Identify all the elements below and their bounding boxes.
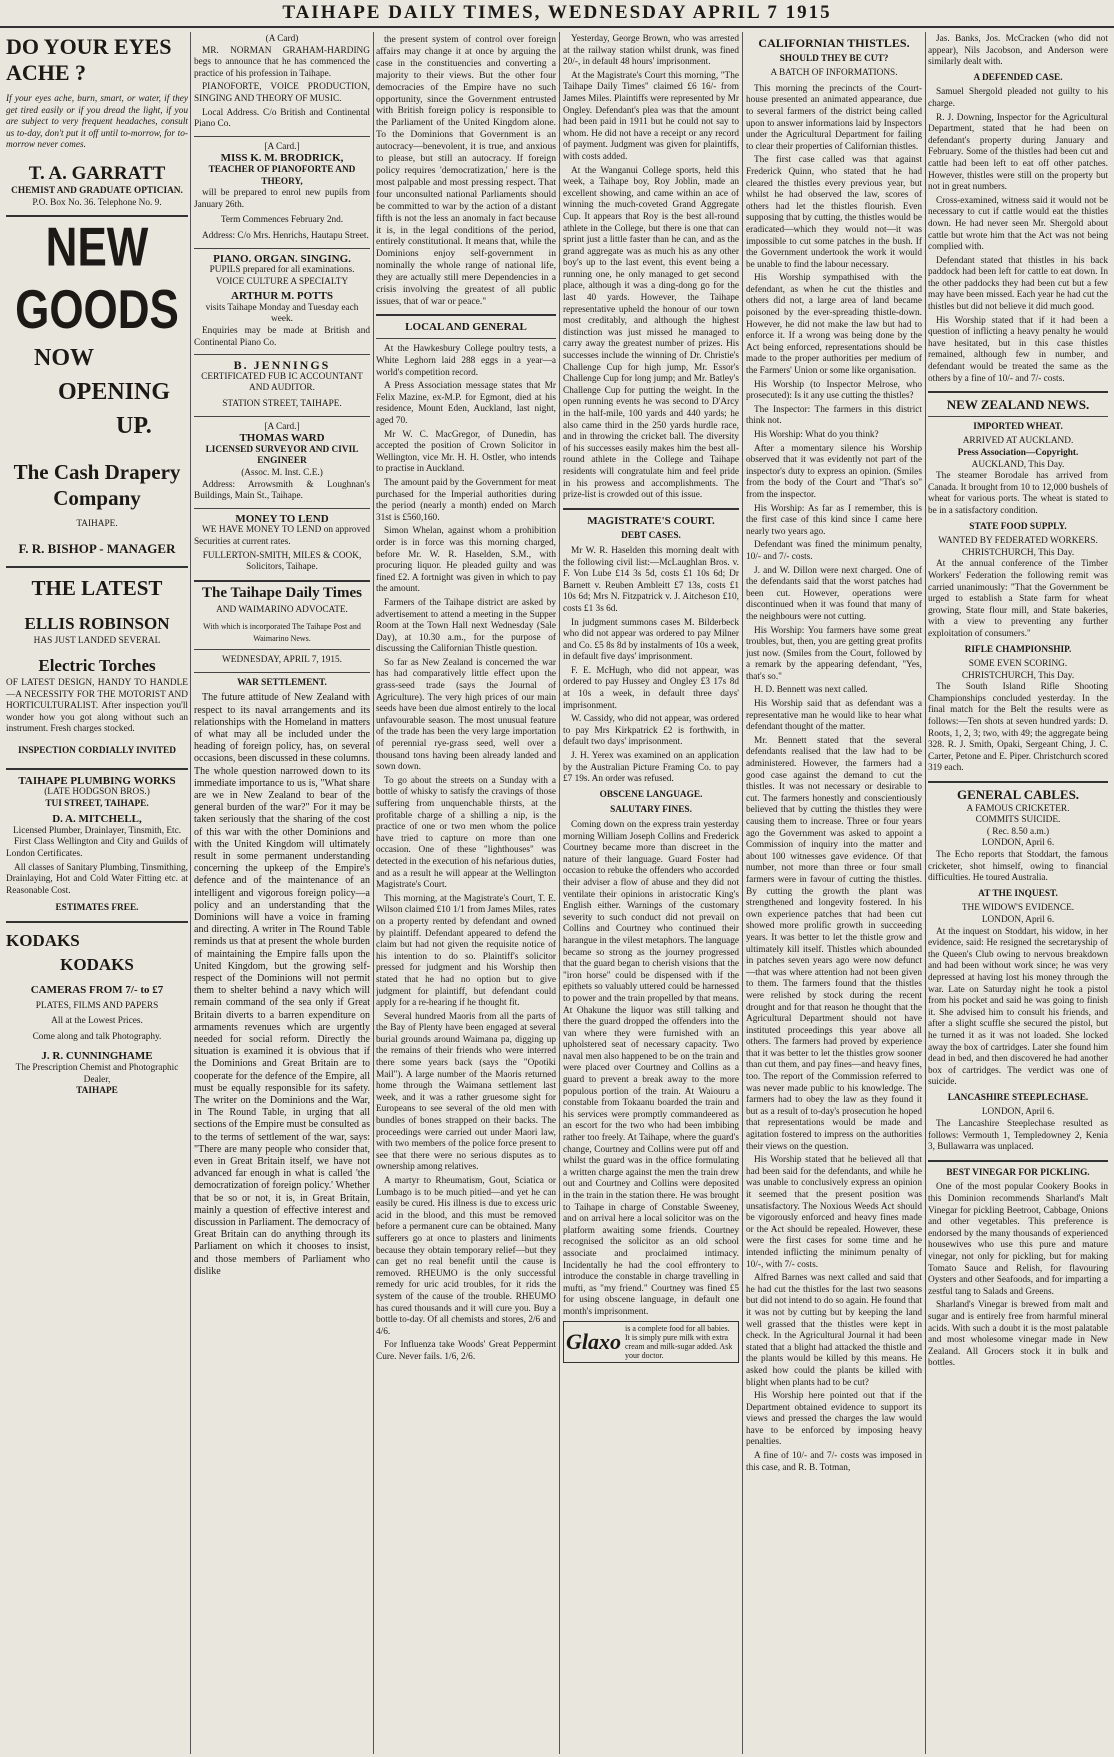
plumbing-street: TUI STREET, TAIHAPE. <box>45 798 149 809</box>
masthead: TAIHAPE DAILY TIMES, WEDNESDAY APRIL 7 1915 <box>0 0 1114 28</box>
thistle-para: His Worship stated that he believed all that had been said for the defendants, and while he was unable to conclusively express an opinion it seemed that the present position was unsatisfactory. The Noxious Weeds Act should be vigorously enforced and heavy fines made or the Act should be repealed. However, these were the first cases for some time and he intended inflicting the minimum penalty of 10/-, with 7/- costs. <box>746 1155 922 1270</box>
jennings-sub: CERTIFICATED FUB IC ACCOUNTANT AND AUDITOR. <box>201 371 363 394</box>
column-rule <box>373 32 374 1754</box>
local-item: The amount paid by the Government for meat purchased for the Imperial authorities during the period (nearly a month) ended on March 31st is £560,160. <box>376 477 556 523</box>
ellis-sub: HAS JUST LANDED SEVERAL <box>33 636 161 647</box>
plates-line: PLATES, FILMS AND PAPERS <box>35 1000 159 1011</box>
debt-item: J. H. Yerex was examined on an application by the Australian Picture Framing Co. to pay £7 19s. An order was refused. <box>563 751 739 785</box>
mitchell-body: First Class Wellington and City and Guilds of London Certificates. <box>6 837 188 860</box>
glaxo-text: is a complete food for all babies. It is simply pure milk with extra cream and milk-sugar added. Ask your doctor. <box>625 1323 733 1360</box>
defended-case-heading: A DEFENDED CASE. <box>973 72 1063 83</box>
news-item: At the Wanganui College sports, held this week, a Taihape boy, Roy Joblin, made an excellent showing, and came within an ace of winning the much-coveted Grand Aggregate Cup. It appears that Roy is the best all-round athlete in the College, but there is one that can sprint just a little faster than he can, and as the grand aggregate was as much his as any other boy's up to the last event, this event being a running one, he only managed to get second place, although it was a ding-dong go for the last 40 yards. However, the Taihape representative upheld the honour of our town most creditably, and although the highest distinction was just missed he managed to carry away the greatest number of prizes. His successes include the winning of Dr. Christie's Challenge Cup for high jump, Mr. Essor's Challenge Cup for long jump; and Mr. Batley's Challenge Cup for putting the weight. In the open running events he was second to D'Arcy in the half-mile, 100 yards and 440 yards; he also came third in the 250 yards hurdle race, and in throwing the cricket ball. The diversity of his successes easily makes him the best all-round athlete in the College and Taihape residents will congratulate him and feel pride in his prowess and accomplishments. The prize-list is crowded out of this issue. <box>563 165 739 501</box>
dateline: LONDON, April 6. <box>981 838 1055 849</box>
new-goods-heading: NEW GOODS <box>15 216 179 341</box>
local-item: Simon Whelan, against whom a prohibition order is in force was this morning charged, before Mr. W. R. Haselden, S.M., with procuring liquor. He pleaded guilty and was fined £2. A fortnight was given in which to pay the amount. <box>376 526 556 595</box>
voice-line: VOICE CULTURE A SPECIALTY <box>215 276 349 287</box>
column-rule <box>190 32 191 1754</box>
thistle-para: Alfred Barnes was next called and said that he had cut the thistles for the last two seasons but did not intend to do so again. He found that it was not by cutting but by keeping the land well grassed that the thistles were kept in check. In the Agricultural Journal it had been stated that a blight had attacked the thistle and the plants would be killed by this means. He asked how could the plants be killed with blight when plants had to be cut? <box>746 1273 922 1388</box>
defended-para: His Worship stated that if it had been a question of inflicting a heavy penalty he would have hesitated, but in this case thistles remained, although few in number, and defendant would be treated the same as the others by a fine of 10/- and 7/- costs. <box>928 315 1108 384</box>
kodaks-heading-1: KODAKS <box>6 931 80 951</box>
rifle-body: The South Island Rifle Shooting Championships concluded yesterday. In the final match for the Belt the results were as follows:—Ten shots at seven hundred yards: D. Roots, 1, 2, 3; two, with 49; the aggregate being 328. R. J. Smith, Opaki, Sergeant Ching, J. C. Carter, Petone and E. Piper. Christchurch scored 319 each. <box>928 682 1108 774</box>
received-time: ( Rec. 8.50 a.m.) <box>986 826 1050 837</box>
thistle-continued: Jas. Banks, Jos. McCracken (who did not appear), Nils Jacobson, and Anderson were similarly dealt with. <box>928 34 1108 68</box>
card-label: [A Card.] <box>264 421 300 432</box>
debt-item: W. Cassidy, who did not appear, was ordered to pay Mrs Kirkpatrick £2 is forthwith, in default two days' imprisonment. <box>563 714 739 748</box>
local-general-heading: LOCAL AND GENERAL <box>405 320 527 333</box>
obscene-language-heading: OBSCENE LANGUAGE. <box>599 789 703 800</box>
brodrick-sub: TEACHER OF PIANOFORTE AND THEORY, <box>208 164 356 187</box>
glaxo-ad <box>563 1321 739 1363</box>
food-body: At the annual conference of the Timber Workers' Federation the following remit was carried unanimously: "That the Government be urged to establish a State farm for wheat growing, State flour mill, and State bakeries, with a view to preventing any further exploitation of consumers." <box>928 559 1108 639</box>
local-item: So far as New Zealand is concerned the war has had comparatively little effect upon the grass-seed trade (says the Journal of Agriculture). The very high prices of our main seeds have been due almost entirely to the local unfavourable season. The most unusual feature of the trade has been the very large importation of perennial rye-grass seed, well over a thousand tons having been already landed and sown down. <box>376 657 556 773</box>
local-item: At the Hawkesbury College poultry tests, a White Leghorn laid 288 eggs in a year—a world's competition record. <box>376 344 556 378</box>
brodrick-address: Address: C/o Mrs. Henrichs, Hautapu Street. <box>202 230 369 241</box>
defended-para: R. J. Downing, Inspector for the Agricultural Department, stated that he had been on defendant's property during January and February. Some of the thistles had been cut and cattle had been left to eat off other patches. However, thistles were still on the property but not in great numbers. <box>928 112 1108 193</box>
cameras-line: CAMERAS FROM 7/- to £7 <box>30 984 164 997</box>
money-body: WE HAVE MONEY TO LEND on approved Securities at current rates. <box>194 525 370 547</box>
fullerton-name: FULLERTON-SMITH, MILES & COOK, <box>202 550 362 561</box>
food-sub: WANTED BY FEDERATED WORKERS. <box>938 536 1098 547</box>
war-settlement-body: The future attitude of New Zealand with respect to its naval arrangements and its relationships with the Homeland in matters of what may all be included under the heading of foreign policy, has, on several occasions, been discussed in these columns. The whole question narrowed down to its immediate importance to us is, "What share are we in New Zealand to bear of the general burden of the war?" For it may be taken seriously that the sharing of the cost of this war with the other Dominions and with the United Kingdom will ultimately result in some permanent understanding concerning the upkeep of the Empire's defence and of the maintenance of an intelligent and vigorous foreign policy—a policy and an understanding that the Dominions will have a voice in framing and directing. A writer in The Round Table reminds us that at present the whole burden of maintaining the Empire falls upon the United Kingdom, but the growing self-respect of the Dominions will not permit them to shelter behind a navy which will remain command of the sea only if Great Britain diverts to a barren expenditure on armaments revenues which are urgently needed for social reform. Directly the situation is examined it is obvious that if the Dominions and Great Britain are to cooperate for the defence of the Empire, all must be equally responsible for its safety. The writer on the Dominions and the War, in The Round Table, in urging that all sections of the Empire must be consulted as to the terms of settlement of the war, says: "There are many people who consider that, even in Great Britain itself, we have not advanced far enough in what is called 'the democratization of foreign policy.' Whether that be so or not, it is, in Great Britain, mainly a question of effective interest and discussion in Parliament. The democracy of Great Britain can do anything through its Parliament on which it chooses to insist, and those members of Parliament who dislike <box>194 692 370 1277</box>
column-2 <box>194 34 370 1754</box>
photo-line: Come along and talk Photography. <box>32 1031 162 1042</box>
widow-heading: THE WIDOW'S EVIDENCE. <box>961 903 1075 914</box>
thistle-para: His Worship said that as defendant was a representative man he would like to hear what defendant thought of the matter. <box>746 699 922 733</box>
salutary-fines-heading: SALUTARY FINES. <box>610 805 692 816</box>
debt-item: Mr W. R. Haselden this morning dealt with the following civil list:—McLaughlan Bros. v. F. Von Lube £14 3s 5d, costs £1 10s 6d; Dr Barnett v. Reuben Ambleitt £7 13s, costs £1 10s 6d; Mrs N. Fitzpatrick v. J. Aitcheson £10, costs £1 3s 6d. <box>563 545 739 614</box>
local-item: Several hundred Maoris from all the parts of the Bay of Plenty have been engaged at several burial grounds around Waimana pa, digging up the remains of their friends who were interred there some years back (says the "Opotiki Mail"). A large number of the Maoris returned home through the Waimana settlement last week, and it was a rather gruesome sight for Europeans to see several of the old men with bundles of bones strapped on their backs. The proceedings were carried out under Maori law, with two members of the police force present to see that there were no serious disputes as to ownership among relatives. <box>376 1011 556 1173</box>
jennings-name: B. JENNINGS <box>233 358 331 373</box>
vinegar-heading: BEST VINEGAR FOR PICKLING. <box>946 1167 1090 1178</box>
garratt-sub: CHEMIST AND GRADUATE OPTICIAN. <box>11 185 183 196</box>
brodrick-body: will be prepared to enrol new pupils from January 26th. <box>194 188 370 210</box>
nz-news-heading: NEW ZEALAND NEWS. <box>946 397 1090 413</box>
thistle-heading: CALIFORNIAN THISTLES. <box>758 36 910 50</box>
rifle-heading: RIFLE CHAMPIONSHIP. <box>964 644 1072 655</box>
column-4 <box>563 34 739 1754</box>
up-text: UP. <box>116 413 152 440</box>
thistle-para: A fine of 10/- and 7/- costs was imposed in this case, and R. B. Totman, <box>746 1451 922 1473</box>
wheat-place: AUCKLAND, This Day. <box>971 459 1065 470</box>
wheat-sub: ARRIVED AT AUCKLAND. <box>962 436 1074 447</box>
torches-heading: Electric Torches <box>38 655 156 675</box>
money-heading: MONEY TO LEND <box>235 512 329 525</box>
thistle-subheading: SHOULD THEY BE CUT? <box>779 53 889 64</box>
mitchell-name: D. A. MITCHELL, <box>52 813 142 826</box>
brodrick-term: Term Commences February 2nd. <box>220 215 344 226</box>
ellis-robinson: ELLIS ROBINSON <box>24 614 170 634</box>
obscene-body: Coming down on the express train yesterday morning William Joseph Collins and Frederick Courtney became more than discreet in the nature of their language. Guard Foster had occasion to rebuke the offenders who accorded their adviser a flow of abuse and they did not ventilate their opinions in aristocratic King's English either. Warnings of the customary severity to such conduct did not prevail on Collins and Courtney who continued their harangue in the vilest metaphors. The language became so strong as the journey progressed that the guard began to cherish visions that the "iron horse" could be dispensed with if the epithets so valuably uttered could be harnessed to power and the train propelled by that means. At Ohakune the liquor was still talking and there the guard dropped the offenders into the van where they were furnished with an upholstered seat of necessary capacity. Two naval men also happened to be on the train and were placed over Courtney and Collins as a guard to prevent a break away to the more populous portion of the train. At Waiouru a constable from Tokaanu boarded the train and his services were promptly commandeered as an escort for the two who had been imbibing rather too freely. At Taihape, where the guard's change, Courtney and Collins were put off and whilst the guard was in the office formulating a written charge against the men the train drew out and Courtney and Collins were deposited in the train in the station there. He was brought to Taihape in charge of Constable Sweeney, and on arrival here a local solicitor was on the platform awaiting some friends. Courtney recognised the solicitor as an old school associate and proclaimed intimacy. Incidentally he had the cool effrontery to introduce the constable in charge travelling in mufti, as "my friend." Courtney was fined £5 for using obscene language, in default one month's imprisonment. <box>563 820 739 1317</box>
ward-address: Address: Arrowsmith & Loughnan's Buildings, Main St., Taihape. <box>194 479 370 502</box>
thistle-para: The Inspector: The farmers in this district think not. <box>746 404 922 427</box>
garratt-contact: P.O. Box No. 36. Telephone No. 9. <box>32 197 162 208</box>
local-item: Farmers of the Taihape district are asked by advertisement to attend a meeting in the Supper Room at the Town Hall next Wednesday (Sale Day), at 10.30 a.m., for the purpose of discussing the Californian Thistle question. <box>376 597 556 655</box>
rifle-sub: SOME EVEN SCORING. <box>968 659 1068 670</box>
steeplechase-body: The Lancashire Steeplechase resulted as follows: Vermouth 1, Templedowney 2, Kenia 3, Bullawarra was unplaced. <box>928 1119 1108 1153</box>
graham-notice: MR. NORMAN GRAHAM-HARDING begs to announce that he has commenced the practice of his profession in Taihape. <box>194 45 370 79</box>
column-5 <box>746 34 922 1754</box>
plumbing-sub: (LATE HODGSON BROS.) <box>44 787 150 798</box>
thistle-para: His Worship here pointed out that if the Department obtained evidence to support its views and pressed the charges the law would have to be enforced by imposing heavy penalties. <box>746 1391 922 1448</box>
defended-para: Cross-examined, witness said it would not be necessary to cut if cattle would eat the thistles down. He had never seen Mr. Shergold about cattle but wrote him that the Act was not being complied with. <box>928 195 1108 253</box>
debt-item: In judgment summons cases M. Bilderbeck who did not appear was ordered to pay Milner and Co. £5 8s 8d by instalments of 10s a week, in default five days' imprisonment. <box>563 617 739 663</box>
mitchell-sub: Licensed Plumber, Drainlayer, Tinsmith, Etc. <box>12 825 182 836</box>
local-item: This morning, at the Magistrate's Court, T. E. Wilson claimed £10 1/1 from James Miles, rates on a property rented by defendant and owned by plaintiff. Defendant appeared to defend the claim but had not given the requisite notice of his intention to do so. Plaintiff's solicitor pressed for judgment and his Worship then stated that he had no option but to give judgment for plaintiff, but defendant could apply for a re-hearing if he thought fit. <box>376 893 556 1009</box>
ward-sub: LICENSED SURVEYOR AND CIVIL ENGINEER <box>205 444 359 467</box>
thistle-subheading-2: A BATCH OF INFORMATIONS. <box>770 68 898 79</box>
food-heading: STATE FOOD SUPPLY. <box>969 521 1067 532</box>
kodaks-heading-2: KODAKS <box>60 955 134 975</box>
defended-para: Defendant stated that thistles in his back paddock had been left for cattle to eat down. In the other paddocks they had been cut but a few may have been missed. Each year he had cut the thistles but did not believe it did much good. <box>928 255 1108 313</box>
piano-line: PUPILS prepared for all examinations. <box>209 265 355 276</box>
vinegar-body: One of the most popular Cookery Books in this Dominion recommends Sharland's Malt Vinegar for pickling Beetroot, Cabbage, Onions and other vegetables. This preference is endorsed by the many thousands of experienced housewives who use this pure and mature vinegar, not only for pickling, but for making Tomato Sauce and Relish, for flavouring Oysters and other Seafoods, and for imparting a zestful tang to Salads and Greens. <box>928 1182 1108 1297</box>
local-item: To go about the streets on a Sunday with a bottle of whisky to satisfy the cravings of those suffering from unquenchable thirsts, at the profitable charge of a shilling a nip, is the practice of one or two men whom the police have tried to capture on more than one occasion. One of these "lighthouses" was detected in the execution of his nefarious duties, and as a result he will appear at the Wellington Magistrate's Court. <box>376 775 556 891</box>
thistle-para: Defendant was fined the minimum penalty, 10/- and 7/- costs. <box>746 540 922 562</box>
stoddart-body: The Echo reports that Stoddart, the famous cricketer, shot himself, owing to financial difficulties. He toured Australia. <box>928 850 1108 884</box>
garratt-name: T. A. GARRATT <box>28 162 166 184</box>
bishop-manager: F. R. BISHOP - MANAGER <box>18 540 176 556</box>
piano-heading: PIANO. ORGAN. SINGING. <box>213 252 351 265</box>
column-3 <box>376 34 556 1754</box>
column-1 <box>6 34 188 1754</box>
news-item: At the Magistrate's Court this morning, "The Taihape Daily Times" claimed £6 16/- from James Miles. Plaintiffs were represented by Mr Ongley. Defendant's plea was that the amount had been paid in 1911 but he could not say to whom. He did not have a receipt or any record of payment. Judgment was given for plaintiffs, with costs added. <box>563 70 739 162</box>
war-settlement-continued: the present system of control over foreign affairs may change it at once by arguing the case in the constituencies and converting a majority to their views. But the other four democracies of the Empire have no such opportunity, since the Government entrusted with British foreign policy is responsible to the Parliament of the United Kingdom alone. To the Dominions that Government is an autocracy—benevolent, it is true, and anxious to please, but still an autocracy. If foreign policy requires 'democratization,' here is the most palpable and most pressing respect. That four unconsulted national Parliaments should be committed to war by the action of a distant fifth is not the less an anomaly in fact because it is, in the legal conditions of the period, entirely constitutional. It means that, while the Dominions enjoy self-government in nominally the whole range of national life, they are actually still mere Dependencies in a crisis involving the greatest of all public issues, that of war or peace." <box>376 34 556 307</box>
inspection-line: INSPECTION CORDIALLY INVITED <box>18 745 176 756</box>
wheat-body: The steamer Borodale has arrived from Canada. It brought from 10 to 12,000 bushels of wheat for various ports. The wheat is stated to be in a satisfactory condition. <box>928 471 1108 516</box>
cunninghame-sub: The Prescription Chemist and Photographic Dealer, <box>15 1063 179 1085</box>
general-cables-heading: GENERAL CABLES. <box>956 787 1080 803</box>
ward-name: THOMAS WARD <box>239 432 325 445</box>
thistle-para: This morning the precincts of the Court-house presented an animated appearance, due to several farmers of the district being called upon to answer informations laid by Inspectors under the Agricultural Department for failing to clear their properties of Californian thistles. <box>746 83 922 152</box>
dateline: LONDON, April 6. <box>981 914 1055 925</box>
debt-cases-heading: DEBT CASES. <box>621 531 681 542</box>
thistle-para: His Worship sympathised with the defendant, as when he cut the thistles and others did not, a large area of land became poisoned by the ever-spreading thistle-down. However, he did not make the law but had to enforce it. If a wrong was being done by the Act being enforced, representations should be made to the proper authorities per medium of the Farmers' Union or some like organisation. <box>746 273 922 377</box>
prices-line: All at the Lowest Prices. <box>51 1016 143 1027</box>
potts-body: visits Taihape Monday and Tuesday each week. <box>205 302 359 325</box>
card-label: [A Card.] <box>264 141 300 152</box>
wheat-heading: IMPORTED WHEAT. <box>973 421 1063 432</box>
latest-heading: THE LATEST <box>31 576 163 601</box>
glaxo-logo: Glaxo <box>566 1328 621 1354</box>
cunninghame-town: TAIHAPE <box>76 1086 118 1097</box>
issue-date: WEDNESDAY, APRIL 7, 1915. <box>221 655 342 666</box>
plumbing-heading: TAIHAPE PLUMBING WORKS <box>18 774 176 787</box>
times-sub: AND WAIMARINO ADVOCATE. <box>216 605 348 616</box>
thistle-para: After a momentary silence his Worship observed that it was evidently not part of the inspector's duty to express an opinion. (Smiles from the body of the Court and "That's so" from the inspector. <box>746 443 922 500</box>
potts-enquiries: Enquiries may be made at British and Continental Piano Co. <box>194 326 370 348</box>
widow-body: At the inquest on Stoddart, his widow, in her evidence, said: He resigned the secretaryship of the Queen's Club owing to nervous breakdown and had been without work since; he was very depressed at having lost his money through the war. Late on Saturday night he took a pistol from his pocket and said he was going to finish it. She advised him to consult his friends, and after a slight scuffle she secured the pistol, but he turned it as it was not loaded. She locked away the box of cartridges. Later she found him dead in bed, and then discovered he had another box of cartridges. The verdict was one of suicide. <box>928 926 1108 1088</box>
column-rule <box>559 32 560 1754</box>
defended-para: Samuel Shergold pleaded not guilty to his charge. <box>928 87 1108 109</box>
cash-drapery-name: The Cash Drapery Company <box>13 460 181 511</box>
thistle-para: H. D. Bennett was next called. <box>754 685 868 696</box>
wheat-byline: Press Association—Copyright. <box>957 448 1079 458</box>
potts-name: ARTHUR M. POTTS <box>231 290 333 303</box>
suicide-heading: COMMITS SUICIDE. <box>975 815 1061 826</box>
thistle-para: Mr. Bennett stated that the several defendants realised that the law had to be administered. However, the farmers had a good case against the demand to cut the thistles. It was not necessary or desirable to cut. The farmers honestly and conscientiously believed that by cutting the thistles they were causing them to increase. Three or four years ago the Government was asked to appoint a Commission of inquiry into the matter and about 100 witnesses gave evidence. Of that number, not more than three or four small farmers were in favour of cutting the thistles. By cutting the growth the plant was strengthened and longevity fostered. In his own experience patches that had been cut showed more prolific growth in succeeding years. It was better to let the thistle grow and ultimately kill itself. Thistles which abounded in patches seven years ago were now defunct—that was where attention had not been given to them. The farmers found that the thistles were relished by stock during the recent drought and for that reason he thought that the Agricultural Department should not have instituted proceedings this year above all others. The farmers had proved by experience that it was better to let the thistles grow sooner than cut them, and pay fines—and heavy fines, too. The report of the Commission referred to was never made public to his knowledge. The farmers had to obey the law as they found it but as a result of to-day's prosecution he hoped that representations would be made and agitation fostered to impress on the authorities their views on the question. <box>746 735 922 1152</box>
now-text: NOW <box>34 345 94 372</box>
brodrick-name: MISS K. M. BRODRICK, <box>220 152 344 165</box>
debt-item: F. E. McHugh, who did not appear, was ordered to pay Hussey and Ongley £3 17s 8d at 10s a week, in default three days' imprisonment. <box>563 665 739 711</box>
steeplechase-heading: LANCASHIRE STEEPLECHASE. <box>947 1092 1089 1103</box>
times-note: With which is incorporated The Taihape Post and Waimarino News. <box>203 621 361 643</box>
column-rule <box>925 32 926 1754</box>
war-settlement-heading: WAR SETTLEMENT. <box>237 677 327 688</box>
thistle-para: J. and W. Dillon were next charged. One of the defendants said that the worst patches had been cut. However, operations were discontinued when it was found that many of the neighbours were not cutting. <box>746 565 922 622</box>
cash-town: TAIHAPE. <box>76 519 118 530</box>
card-label: (A Card) <box>265 34 299 44</box>
dateline: LONDON, April 6. <box>981 1107 1055 1118</box>
thistle-para: His Worship: As far as I remember, this is the first case of this kind since I came here nearly two years ago. <box>746 503 922 537</box>
vinegar-body-2: Sharland's Vinegar is brewed from malt and sugar and is entirely free from harmful mineral acids. With such a doubt it is the most palatable and most wholesome vinegar made in New Zealand. All Grocers stock it in bulk and bottles. <box>928 1300 1108 1369</box>
local-item: For Influenza take Woods' Great Peppermint Cure. Never fails. 1/6, 2/6. <box>376 1340 556 1362</box>
jennings-street: STATION STREET, TAIHAPE. <box>222 399 342 410</box>
thistle-para: His Worship: You farmers have some great troubles, but, then, you are getting great profits just now. (Smiles from the Court, followed by a remark by the appearing defendant, "Yes, that's so." <box>746 625 922 682</box>
cunninghame-name: J. R. CUNNINGHAME <box>41 1050 153 1063</box>
mitchell-body2: All classes of Sanitary Plumbing, Tinsmithing, Drainlaying, Hot and Cold Water Fitting etc. at Reasonable Cost. <box>6 862 188 896</box>
thistle-para: The first case called was that against Frederick Quinn, who stated that he had cleared the thistles every previous year, but whilst he had observed the law, scores of others had let the thistles flourish. Even supposing that by cutting, the thistles would be eradicated—which they would not—it was impossible to cut some patches in the bush. If the Government undertook the work it would be unable to find the labour necessary. <box>746 155 922 270</box>
graham-address: Local Address. C/o British and Continental Piano Co. <box>194 107 370 130</box>
rifle-place: CHRISTCHURCH, This Day. <box>961 670 1075 681</box>
magistrates-court-heading: MAGISTRATE'S COURT. <box>587 514 715 527</box>
solicitors-line: Solicitors, Taihape. <box>246 562 318 573</box>
eyes-ad-body: If your eyes ache, burn, smart, or water, if they get tired easily or if you dread the light, if you are subject to very frequent headaches, consult us to-day, don't put it off until to-morrow, for to-morrow never comes. <box>6 94 188 151</box>
cricketer-heading: A FAMOUS CRICKETER. <box>966 803 1070 814</box>
column-6 <box>928 34 1108 1754</box>
inquest-heading: AT THE INQUEST. <box>978 888 1058 899</box>
food-place: CHRISTCHURCH, This Day. <box>961 547 1075 558</box>
estimates-line: ESTIMATES FREE. <box>55 903 139 914</box>
torches-body: OF LATEST DESIGN, HANDY TO HANDLE—A NECESSITY FOR THE MOTORIST AND HORTICULTURALIST. After inspection you'll wonder how you got along without such an instrument. Fresh charges stocked. <box>6 677 188 735</box>
column-rule <box>742 32 743 1754</box>
news-item: Yesterday, George Brown, who was arrested at the railway station whilst drunk, was fined 20/-, in default 48 hours' imprisonment. <box>563 34 739 68</box>
thistle-para: His Worship: What do you think? <box>754 430 879 440</box>
graham-subjects: PIANOFORTE, VOICE PRODUCTION, SINGING AND THEORY OF MUSIC. <box>194 82 370 104</box>
thistle-para: His Worship (to Inspector Melrose, who prosecuted): Is it any use cutting the thistles? <box>746 379 922 402</box>
eyes-ad-heading: DO YOUR EYES ACHE ? <box>6 34 172 85</box>
local-item: A martyr to Rheumatism, Gout, Sciatica or Lumbago is to be much pitied—and yet he can easily be cured. His illness is due to excess uric acid in the blood, and this must be removed before a permanent cure can be obtained. Many sufferers go at once to plasters and liniments because they obtain temporary relief—but they can get no real benefit until the cause is removed. RHEUMO is the only successful remedy for uric acid troubles, for it rids the system of the cause of the trouble. RHEUMO has cured thousands and it will cure you. Buy a bottle to-day. Of all chemists and stores, 2/6 and 4/6. <box>376 1176 556 1337</box>
times-title: The Taihape Daily Times <box>202 584 362 601</box>
ward-assoc: (Assoc. M. Inst. C.E.) <box>241 468 323 478</box>
local-item: A Press Association message states that Mr Felix Mazine, ex-M.P. for Egmont, died at his residence, Mount Eden, Auckland, last night, aged 70. <box>376 381 556 426</box>
local-item: Mr W. C. MacGregor, of Dunedin, has accepted the position of Crown Solicitor in Wellington, vice Mr. H. H. Ostler, who intends to practise in Auckland. <box>376 429 556 475</box>
opening-text: OPENING <box>58 379 171 406</box>
